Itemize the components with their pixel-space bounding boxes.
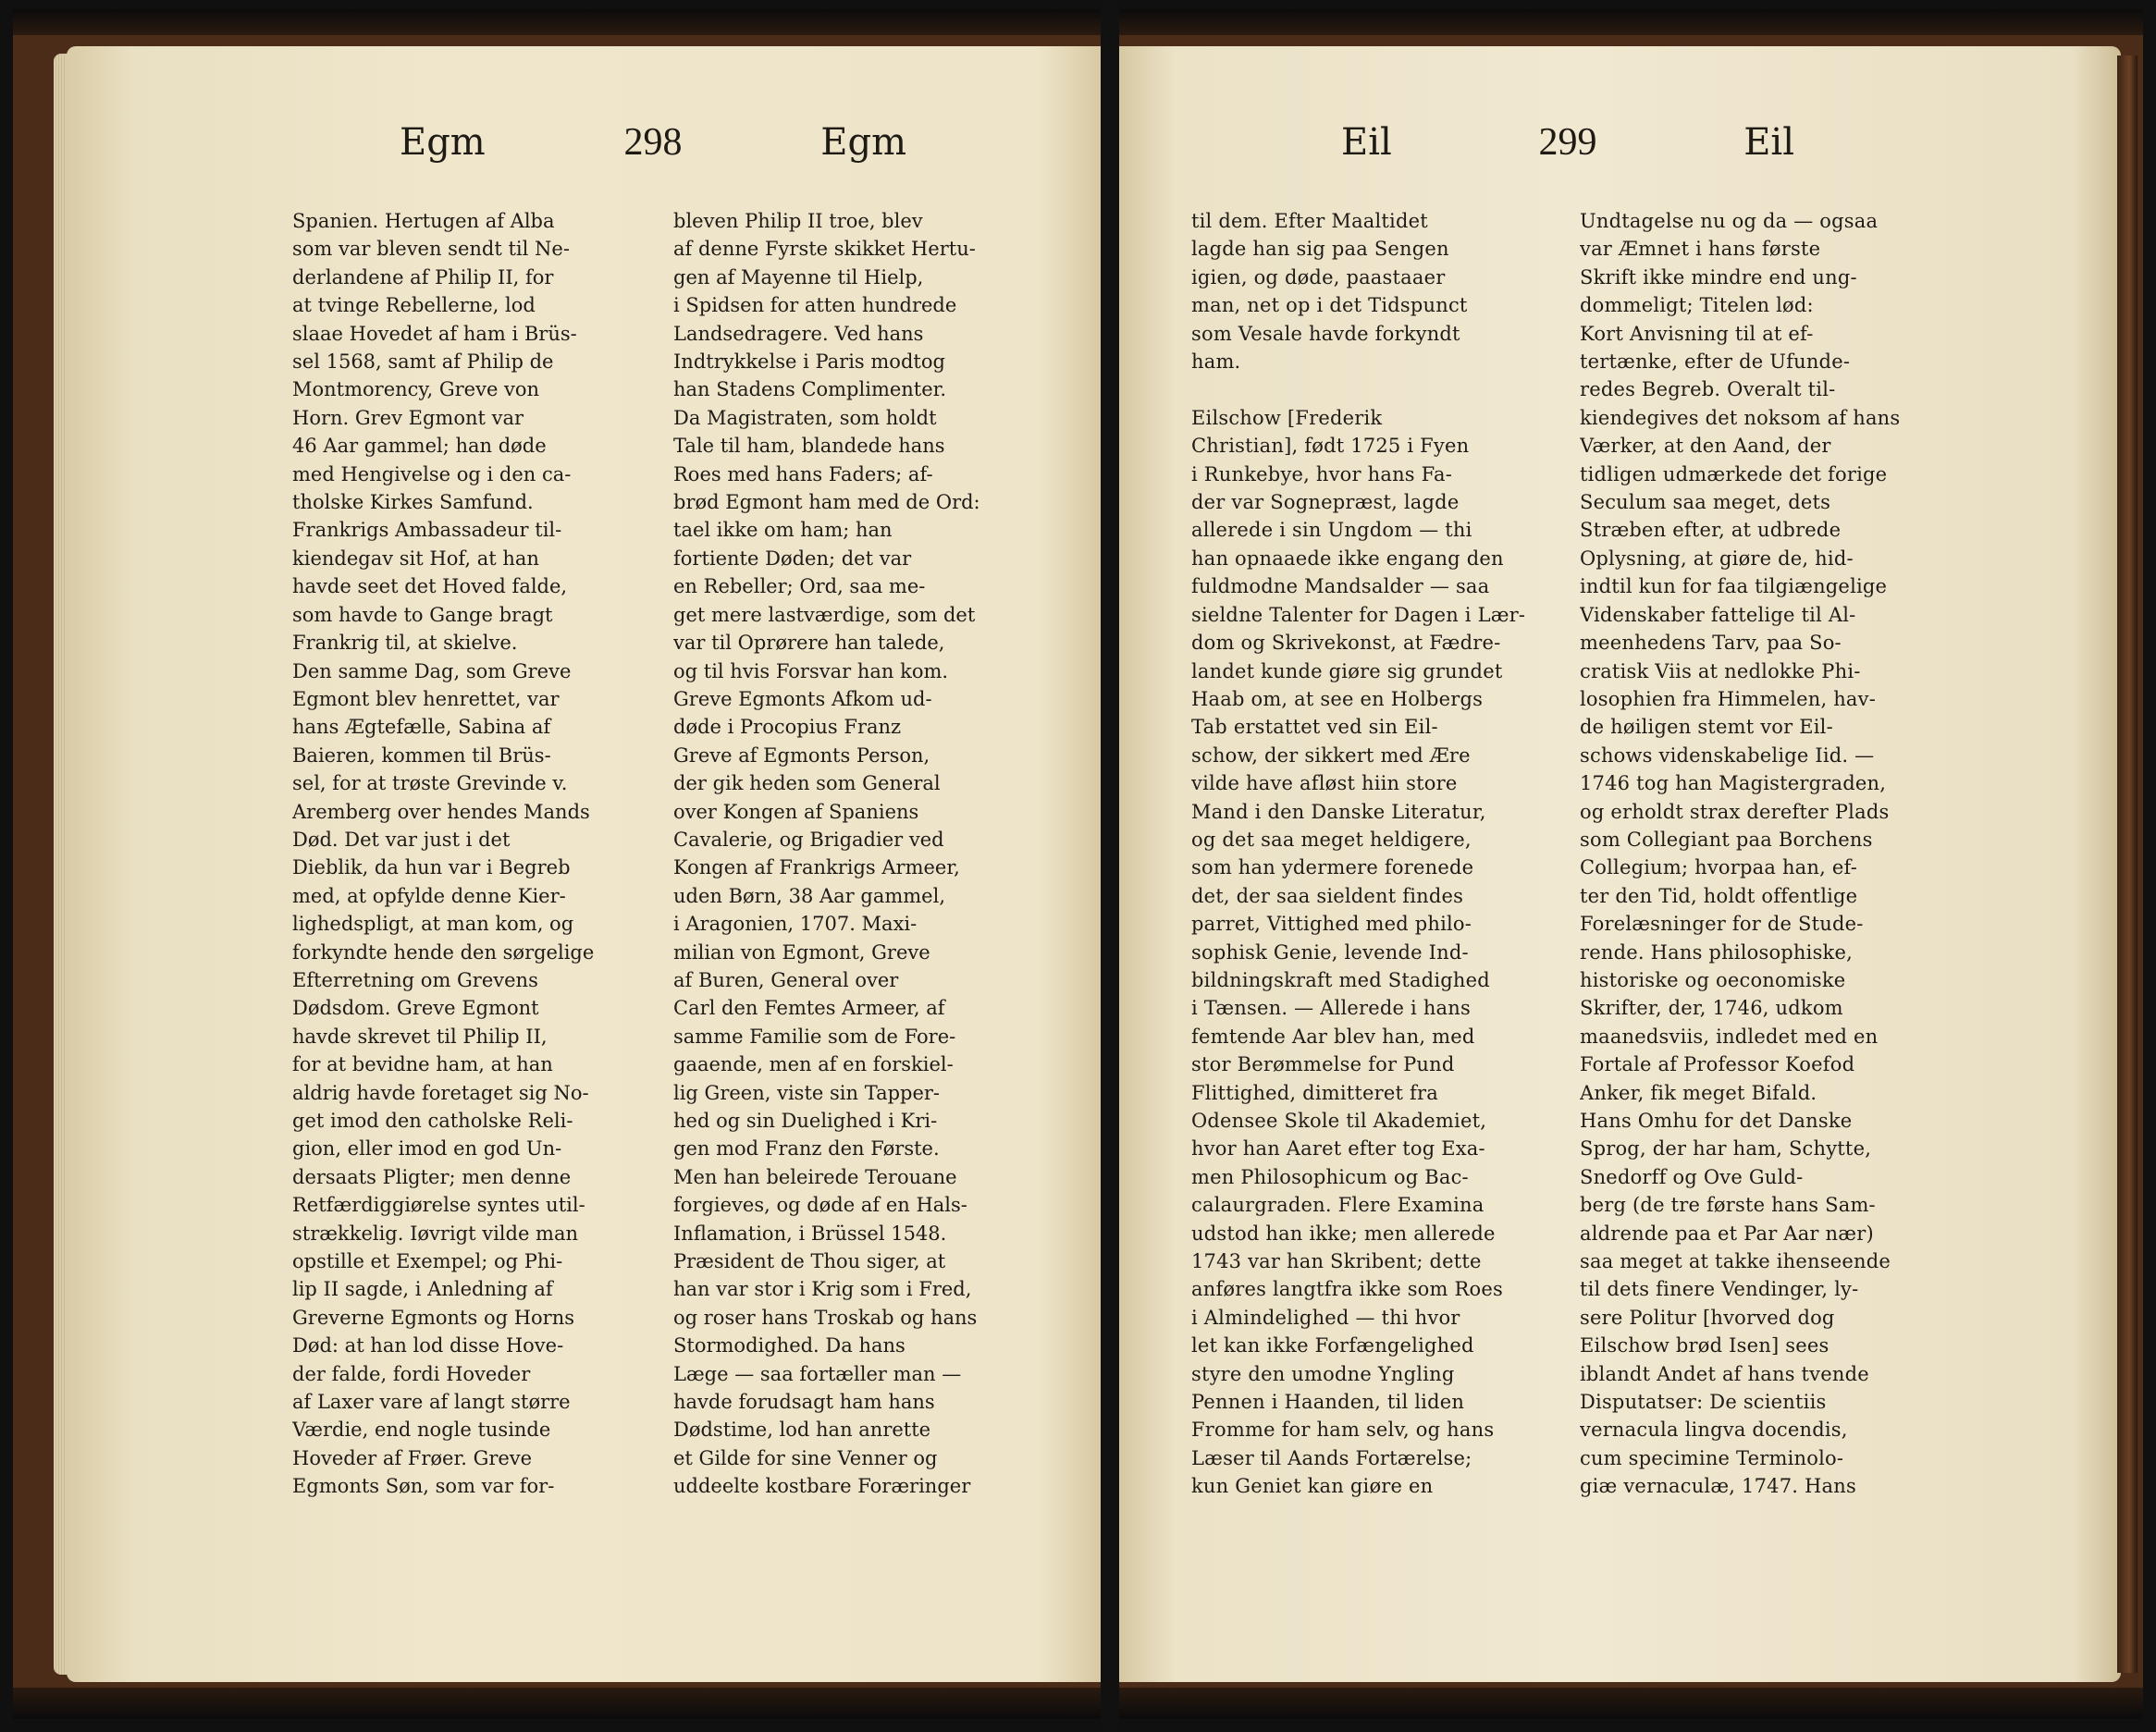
text-line: tertænke, efter de Ufunde- [1580, 350, 1851, 374]
text-line: sere Politur [hvorved dog [1580, 1306, 1835, 1329]
text-line: meenhedens Tarv, paa So- [1580, 632, 1842, 655]
text-line: let kan ikke Forfængelighed [1191, 1334, 1474, 1357]
text-line: var til Oprørere han talede, [673, 632, 945, 655]
text-line: Hoveder af Frøer. Greve [292, 1446, 533, 1469]
text-line: kiendegav sit Hof, at han [292, 547, 539, 570]
scan-divider [1101, 0, 1119, 1732]
text-line: sel 1568, samt af Philip de [292, 350, 554, 374]
text-line: parret, Vittighed med philo- [1191, 913, 1472, 936]
text-line: Død: at han lod disse Hove- [292, 1334, 564, 1357]
text-line: Værdie, end nogle tusinde [292, 1419, 551, 1442]
text-line: lagde han sig paa Sengen [1191, 238, 1449, 261]
text-line: Død. Det var just i det [292, 828, 511, 851]
text-line: Den samme Dag, som Greve [292, 659, 572, 682]
text-line: Collegium; hvorpaa han, ef- [1580, 856, 1858, 879]
text-line: til dets finere Vendinger, ly- [1580, 1278, 1859, 1301]
text-line: Aremberg over hendes Mands [292, 800, 590, 823]
text-line: som han ydermere forenede [1191, 856, 1474, 879]
text-line: Egmont blev henrettet, var [292, 687, 560, 710]
text-line: at tvinge Rebellerne, lod [292, 294, 536, 317]
leather-cover-bottom [13, 1688, 1101, 1719]
text-line: maanedsviis, indledet med en [1580, 1025, 1879, 1048]
text-line: Videnskaber fattelige til Al- [1580, 603, 1856, 626]
text-line: derlandene af Philip II, for [292, 265, 554, 289]
text-line: hans Ægtefælle, Sabina af [292, 716, 551, 739]
text-line: der gik heden som General [673, 772, 941, 795]
text-line: tidligen udmærkede det forige [1580, 462, 1888, 485]
text-line: vernacula lingva docendis, [1580, 1419, 1848, 1442]
text-line: lip II sagde, i Anledning af [292, 1278, 553, 1301]
text-line: havde forudsagt ham hans [673, 1391, 935, 1414]
text-line: berg (de tre første hans Sam- [1580, 1194, 1876, 1217]
text-line: aldrende paa et Par Aar nær) [1580, 1222, 1874, 1245]
text-line: Dødsdom. Greve Egmont [292, 997, 539, 1020]
text-line: historiske og oeconomiske [1580, 968, 1846, 991]
text-line: i Tænsen. — Allerede i hans [1191, 997, 1471, 1020]
text-line: Carl den Femtes Armeer, af [673, 997, 945, 1020]
text-line: hvor han Aaret efter tog Exa- [1191, 1137, 1485, 1161]
text-line: Men han beleirede Terouane [673, 1165, 957, 1188]
text-line: tholske Kirkes Samfund. [292, 491, 534, 514]
text-line: opstille et Exempel; og Phi- [292, 1250, 563, 1273]
right-page-column-1 [1191, 207, 1554, 1501]
text-line: dom og Skrivekonst, at Fædre- [1191, 632, 1501, 655]
text-line: fortiente Døden; det var [673, 547, 912, 570]
right-page-column-2 [1580, 207, 1942, 1501]
text-line: som Collegiant paa Borchens [1580, 828, 1873, 851]
text-line: gion, eller imod en god Un- [292, 1137, 562, 1161]
text-line: Eilschow brød Isen] sees [1580, 1334, 1830, 1357]
left-page-column-2 [673, 207, 1036, 1501]
text-line: giæ vernaculæ, 1747. Hans [1580, 1475, 1856, 1498]
text-line: cum specimine Terminolo- [1580, 1446, 1844, 1469]
text-line: Inflamation, i Brüssel 1548. [673, 1222, 947, 1245]
text-line: Kongen af Frankrigs Armeer, [673, 856, 960, 879]
text-line: lig Green, viste sin Tapper- [673, 1081, 941, 1104]
text-line: Frankrigs Ambassadeur til- [292, 519, 562, 542]
right-page-header [1341, 120, 1794, 176]
text-line: Stormodighed. Da hans [673, 1334, 906, 1357]
text-line: Haab om, at see en Holbergs [1191, 687, 1484, 710]
text-line: udstod han ikke; men allerede [1191, 1222, 1496, 1245]
text-line: for at bevidne ham, at han [292, 1053, 553, 1076]
text-line: kun Geniet kan giøre en [1191, 1475, 1434, 1498]
text-line: Kort Anvisning til at ef- [1580, 322, 1814, 345]
text-line: Retfærdiggiørelse syntes util- [292, 1194, 585, 1217]
text-line: bildningskraft med Stadighed [1191, 968, 1490, 991]
text-line: strækkelig. Iøvrigt vilde man [292, 1222, 579, 1245]
text-line: saa meget at takke ihenseende [1580, 1250, 1891, 1273]
leather-cover-top [13, 9, 1101, 35]
text-line: en Rebeller; Ord, saa me- [673, 575, 926, 598]
text-line: havde seet det Hoved falde, [292, 575, 568, 598]
left-page-header [400, 120, 906, 176]
text-line: Frankrig til, at skielve. [292, 632, 518, 655]
text-line: i Almindelighed — thi hvor [1191, 1306, 1460, 1329]
header-left-keyword: Eil [1341, 121, 1392, 164]
text-line: med, at opfylde denne Kier- [292, 884, 566, 907]
text-line: Præsident de Thou siger, at [673, 1250, 946, 1273]
text-line: Efterretning om Grevens [292, 968, 538, 991]
text-line: der falde, fordi Hoveder [292, 1362, 531, 1385]
text-line: sel, for at trøste Grevinde v. [292, 772, 568, 795]
text-line: Dødstime, lod han anrette [673, 1419, 931, 1442]
text-line: calaurgraden. Flere Examina [1191, 1194, 1485, 1217]
text-line: Oplysning, at giøre de, hid- [1580, 547, 1854, 570]
text-line: Odensee Skole til Akademiet, [1191, 1110, 1487, 1132]
text-line: uddeelte kostbare Foræringer [673, 1475, 971, 1498]
text-line: Skrift ikke mindre end ung- [1580, 265, 1857, 289]
text-line: der var Sognepræst, lagde [1191, 491, 1460, 514]
text-line: gen mod Franz den Første. [673, 1137, 940, 1161]
text-line: havde skrevet til Philip II, [292, 1025, 548, 1048]
text-line: igien, og døde, paastaaer [1191, 265, 1446, 289]
leather-cover-bottom [1119, 1688, 2143, 1719]
text-line: kiendegives det noksom af hans [1580, 406, 1901, 429]
text-line: aldrig havde foretaget sig No- [292, 1081, 589, 1104]
text-line: dommeligt; Titelen lød: [1580, 294, 1814, 317]
text-line: femtende Aar blev han, med [1191, 1025, 1475, 1048]
text-line: rende. Hans philosophiske, [1580, 940, 1853, 964]
text-line: Anker, fik meget Bifald. [1580, 1081, 1817, 1104]
text-line: over Kongen af Spaniens [673, 800, 919, 823]
text-line: Christian], født 1725 i Fyen [1191, 435, 1470, 458]
text-line: uden Børn, 38 Aar gammel, [673, 884, 945, 907]
text-line: Da Magistraten, som holdt [673, 406, 937, 429]
text-line: get imod den catholske Reli- [292, 1110, 573, 1132]
text-line: Greve Egmonts Afkom ud- [673, 687, 932, 710]
text-line: sophisk Genie, levende Ind- [1191, 940, 1469, 964]
text-line: Landsedragere. Ved hans [673, 322, 924, 345]
text-line: hed og sin Duelighed i Kri- [673, 1110, 938, 1132]
text-line: som var bleven sendt til Ne- [292, 238, 570, 261]
text-line: slaae Hovedet af ham i Brüs- [292, 322, 577, 345]
text-line: Dieblik, da hun var i Begreb [292, 856, 571, 879]
header-left-keyword: Egm [400, 121, 486, 164]
text-line: stor Berømmelse for Pund [1191, 1053, 1455, 1076]
text-line: et Gilde for sine Venner og [673, 1446, 938, 1469]
text-line: dersaats Pligter; men denne [292, 1165, 572, 1188]
text-line: med Hengivelse og i den ca- [292, 462, 572, 485]
text-line: schows videnskabelige Iid. — [1580, 743, 1875, 767]
text-line: og til hvis Forsvar han kom. [673, 659, 949, 682]
text-line: landet kunde giøre sig grundet [1191, 659, 1503, 682]
text-line: Forelæsninger for de Stude- [1580, 913, 1864, 936]
text-line: allerede i sin Ungdom — thi [1191, 519, 1472, 542]
text-line: redes Begreb. Overalt til- [1580, 378, 1836, 401]
text-line: Værker, at den Aand, der [1580, 435, 1831, 458]
leather-cover-top [1119, 9, 2143, 35]
text-line: Greve af Egmonts Person, [673, 743, 930, 767]
text-line: Seculum saa meget, dets [1580, 491, 1831, 514]
header-right-keyword: Egm [820, 121, 906, 164]
text-line: lighedspligt, at man kom, og [292, 913, 574, 936]
text-line: Undtagelse nu og da — ogsaa [1580, 210, 1879, 232]
text-line: og roser hans Troskab og hans [673, 1306, 978, 1329]
cover-edge [2117, 55, 2138, 1673]
text-line: get mere lastværdige, som det [673, 603, 976, 626]
text-line: Flittighed, dimitteret fra [1191, 1081, 1438, 1104]
text-line: i Runkebye, hvor hans Fa- [1191, 462, 1453, 485]
text-line: tael ikke om ham; han [673, 519, 893, 542]
text-line: Skrifter, der, 1746, udkom [1580, 997, 1843, 1020]
text-line: forkyndte hende den sørgelige [292, 940, 595, 964]
text-line: brød Egmont ham med de Ord: [673, 491, 980, 514]
text-line: Greverne Egmonts og Horns [292, 1306, 575, 1329]
text-line: man, net op i det Tidspunct [1191, 294, 1468, 317]
text-line: var Æmnet i hans første [1580, 238, 1821, 261]
text-line: og det saa meget heldigere, [1191, 828, 1472, 851]
text-line: indtil kun for faa tilgiængelige [1580, 575, 1888, 598]
text-line: Spanien. Hertugen af Alba [292, 210, 555, 232]
text-line: han opnaaede ikke engang den [1191, 547, 1504, 570]
text-line: Montmorency, Greve von [292, 378, 540, 401]
text-line: Fromme for ham selv, og hans [1191, 1419, 1495, 1442]
text-line: i Spidsen for atten hundrede [673, 294, 957, 317]
text-line: Sprog, der har ham, Schytte, [1580, 1137, 1872, 1161]
text-line: Læge — saa fortæller man — [673, 1362, 962, 1385]
text-line: af Buren, General over [673, 968, 899, 991]
text-line: som havde to Gange bragt [292, 603, 553, 626]
text-line: Baieren, kommen til Brüs- [292, 743, 551, 767]
text-line: af denne Fyrste skikket Hertu- [673, 238, 976, 261]
text-line: samme Familie som de Fore- [673, 1025, 956, 1048]
text-line: Cavalerie, og Brigadier ved [673, 828, 944, 851]
text-line: af Laxer vare af langt større [292, 1391, 571, 1414]
paragraph-break [1191, 375, 1554, 403]
text-line: Mand i den Danske Literatur, [1191, 800, 1486, 823]
text-line: Eilschow [Frederik [1191, 406, 1383, 429]
text-line: Hans Omhu for det Danske [1580, 1110, 1853, 1132]
text-line: til dem. Efter Maaltidet [1191, 210, 1428, 232]
left-page-column-1 [292, 207, 655, 1501]
text-line: iblandt Andet af hans tvende [1580, 1362, 1869, 1385]
text-line: 1743 var han Skribent; dette [1191, 1250, 1482, 1273]
text-line: bleven Philip II troe, blev [673, 210, 923, 232]
text-line: han var stor i Krig som i Fred, [673, 1278, 972, 1301]
text-line: Snedorff og Ove Guld- [1580, 1165, 1804, 1188]
page-number: 298 [623, 121, 683, 164]
text-line: styre den umodne Yngling [1191, 1362, 1455, 1385]
text-line: Indtrykkelse i Paris modtog [673, 350, 945, 374]
text-line: og erholdt strax derefter Plads [1580, 800, 1890, 823]
text-line: 1746 tog han Magistergraden, [1580, 772, 1887, 795]
text-line: milian von Egmont, Greve [673, 940, 930, 964]
header-right-keyword: Eil [1743, 121, 1794, 164]
page-number: 299 [1538, 121, 1597, 164]
text-line: forgieves, og døde af en Hals- [673, 1194, 967, 1217]
text-line: Pennen i Haanden, til liden [1191, 1391, 1465, 1414]
text-line: 46 Aar gammel; han døde [292, 435, 547, 458]
text-line: Tab erstattet ved sin Eil- [1191, 716, 1438, 739]
text-line: Roes med hans Faders; af- [673, 462, 933, 485]
text-line: han Stadens Complimenter. [673, 378, 947, 401]
text-line: ham. [1191, 350, 1241, 374]
text-line: det, der saa sieldent findes [1191, 884, 1464, 907]
text-line: Disputatser: De scientiis [1580, 1391, 1827, 1414]
text-line: de høiligen stemt vor Eil- [1580, 716, 1833, 739]
text-line: Horn. Grev Egmont var [292, 406, 524, 429]
text-line: schow, der sikkert med Ære [1191, 743, 1471, 767]
text-line: cratisk Viis at nedlokke Phi- [1580, 659, 1861, 682]
text-line: vilde have afløst hiin store [1191, 772, 1458, 795]
text-line: losophien fra Himmelen, hav- [1580, 687, 1877, 710]
text-line: Stræben efter, at udbrede [1580, 519, 1842, 542]
text-line: gaaende, men af en forskiel- [673, 1053, 954, 1076]
text-line: som Vesale havde forkyndt [1191, 322, 1460, 345]
text-line: Egmonts Søn, som var for- [292, 1475, 555, 1498]
text-line: men Philosophicum og Bac- [1191, 1165, 1469, 1188]
text-line: fuldmodne Mandsalder — saa [1191, 575, 1490, 598]
text-line: sieldne Talenter for Dagen i Lær- [1191, 603, 1526, 626]
text-line: gen af Mayenne til Hielp, [673, 265, 924, 289]
text-line: Læser til Aands Fortærelse; [1191, 1446, 1472, 1469]
text-line: Fortale af Professor Koefod [1580, 1053, 1855, 1076]
text-line: anføres langtfra ikke som Roes [1191, 1278, 1503, 1301]
text-line: døde i Procopius Franz [673, 716, 902, 739]
text-line: i Aragonien, 1707. Maxi- [673, 913, 918, 936]
text-line: ter den Tid, holdt offentlige [1580, 884, 1858, 907]
text-line: Tale til ham, blandede hans [673, 435, 945, 458]
